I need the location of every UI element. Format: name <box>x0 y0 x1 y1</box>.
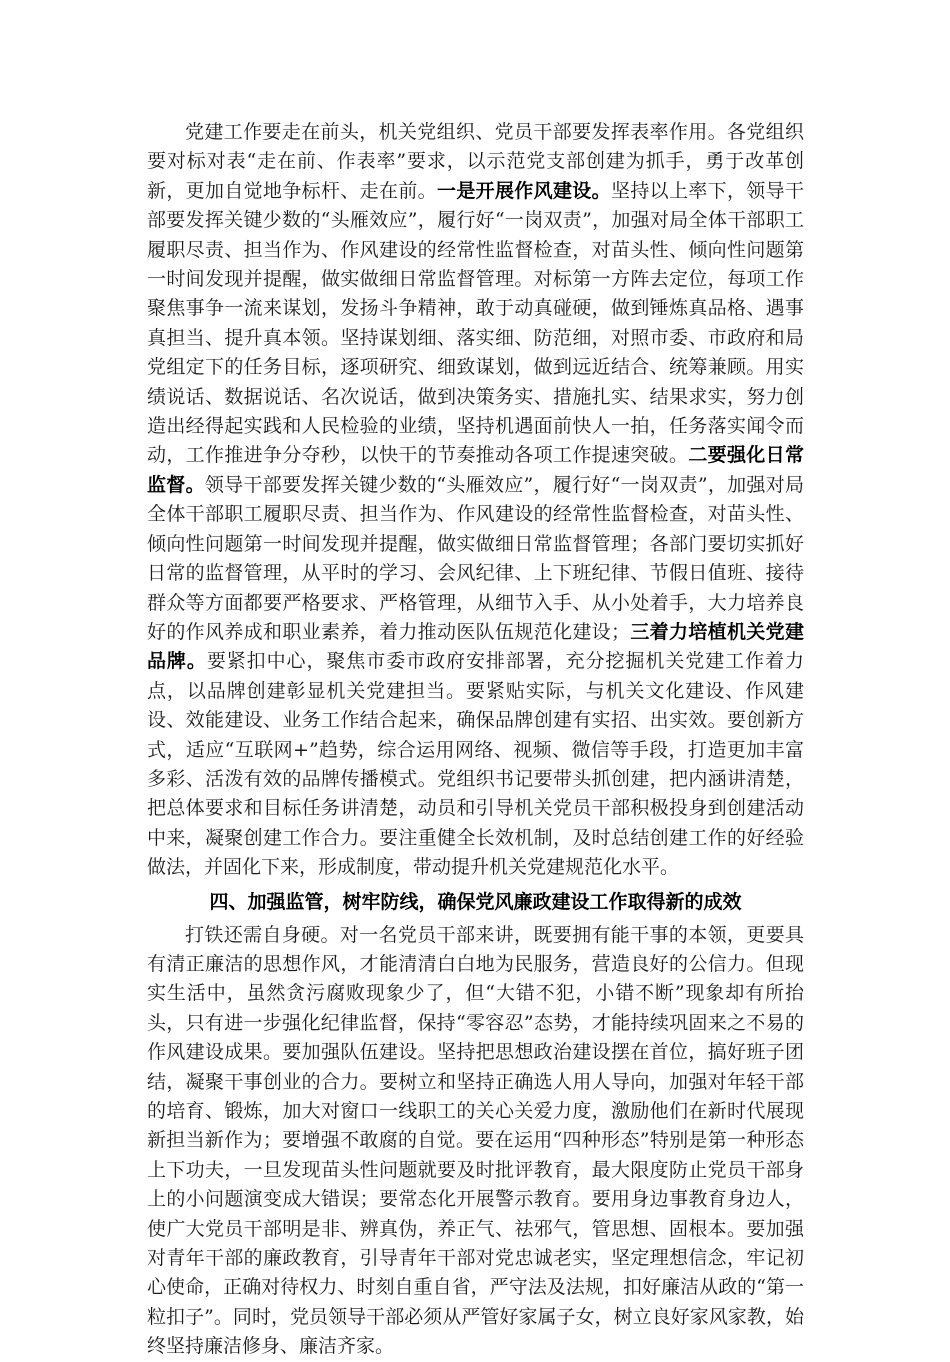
paragraph-integrity: 打铁还需自身硬。对一名党员干部来讲，既要拥有能干事的本领，更要具有清正廉洁的思想作风，才能清清白白地为民服务，营造良好的公信力。但现实生活中，虽然贪污腐败现象少了，但“大错不犯，小错不断”现象却有所抬头，只有进一步强化纪律监督，保持“零容忍”态势，才能持续巩固来之不易的作风建设成果。要加强队伍建设。坚持把思想政治建设摆在首位，搞好班子团结，凝聚干事创业的合力。要树立和坚持正确选人用人导向，加强对年轻干部的培育、锻炼，加大对窗口一线职工的关心关爱力度，激励他们在新时代展现新担当新作为；要增强不敢腐的自觉。要在运用“四种形态”特别是第一种形态上下功夫，一旦发现苗头性问题就要及时批评教育，最大限度防止党员干部身上的小问题演变成大错误；要常态化开展警示教育。要用身边事教育身边人，使广大党员干部明是非、辨真伪，养正气、祛邪气，管思想、固根本。要加强对青年干部的廉政教育，引导青年干部对党忠诚老实，坚定理想信念，牢记初心使命，正确对待权力、时刻自重自省，严守法及法规，扣好廉洁从政的“第一粒扣子”。同时，党员领导干部必须从严管好家属子女，树立良好家风家教，始终坚持廉洁修身、廉洁齐家。 <box>147 923 804 1358</box>
paragraph-party-building <box>147 118 804 883</box>
document-page <box>147 118 804 1362</box>
section-heading-4: 四、加强监管，树牢防线，确保党风廉政建设工作取得新的成效 <box>209 890 742 913</box>
bold-subheading-supervision: 二要强化日常监督。 <box>147 444 804 496</box>
bold-subheading-style: 一是开展作风建设。 <box>436 179 611 202</box>
paragraph-text: 要紧扣中心，聚焦市委市政府安排部署，充分挖掘机关党建工作着力点，以品牌创建彰显机关党建担当。要紧贴实际，与机关文化建设、作风建设、效能建设、业务工作结合起来，确保品牌创建有实招、出实效。要创新方式，适应“互联网+”趋势，综合运用网络、视频、微信等手段，打造更加丰富多彩、活泼有效的品牌传播模式。党组织书记要带头抓创建，把内涵讲清楚，把总体要求和目标任务讲清楚，动员和引导机关党员干部积极投身到创建活动中来，凝聚创建工作合力。要注重健全长效机制，及时总结创建工作的好经验做法，并固化下来，形成制度，带动提升机关党建规范化水平。 <box>147 650 804 879</box>
paragraph-text: 党建工作要走在前头，机关党组织、党员干部要发挥表率作用。各党组织要对标对表“走在前、作表率”要求，以示范党支部创建为抓手，勇于改革创新，更加自觉地争标杆、走在前。 <box>147 121 804 202</box>
bold-subheading-brand: 三着力培植机关党建品牌。 <box>147 620 804 673</box>
paragraph-text: 领导干部要发挥关键少数的“头雁效应”，履行好“一岗双责”，加强对局全体干部职工履职尽责、担当作为、作风建设的经常性监督检查，对苗头性、倾向性问题第一时间发现并提醒，做实做细日常监督管理；各部门要切实抓好日常的监督管理，从平时的学习、会风纪律、上下班纪律、节假日值班、接待群众等方面都要严格要求、严格管理，从细节入手、从小处着手，大力培养良好的作风养成和职业素养，着力推动医队伍规范化建设； <box>147 473 804 643</box>
paragraph-text: 坚持以上率下，领导干部要发挥关键少数的“头雁效应”，履行好“一岗双责”，加强对局全体干部职工履职尽责、担当作为、作风建设的经常性监督检查，对苗头性、倾向性问题第一时间发现并提醒，做实做细日常监督管理。对标第一方阵去定位，每项工作聚焦事争一流来谋划，发扬斗争精神，敢于动真碰硬，做到锤炼真品格、遇事真担当、提升真本领。坚持谋划细、落实细、防范细，对照市委、市政府和局党组定下的任务目标，逐项研究、细致谋划，做到远近结合、统筹兼顾。用实绩说话、数据说话、名次说话，做到决策务实、措施扎实、结果求实，努力创造出经得起实践和人民检验的业绩，坚持机遇面前快人一拍，任务落实闻令而动，工作推进争分夺秒，以快干的节奏推动各项工作提速突破。 <box>147 179 804 467</box>
